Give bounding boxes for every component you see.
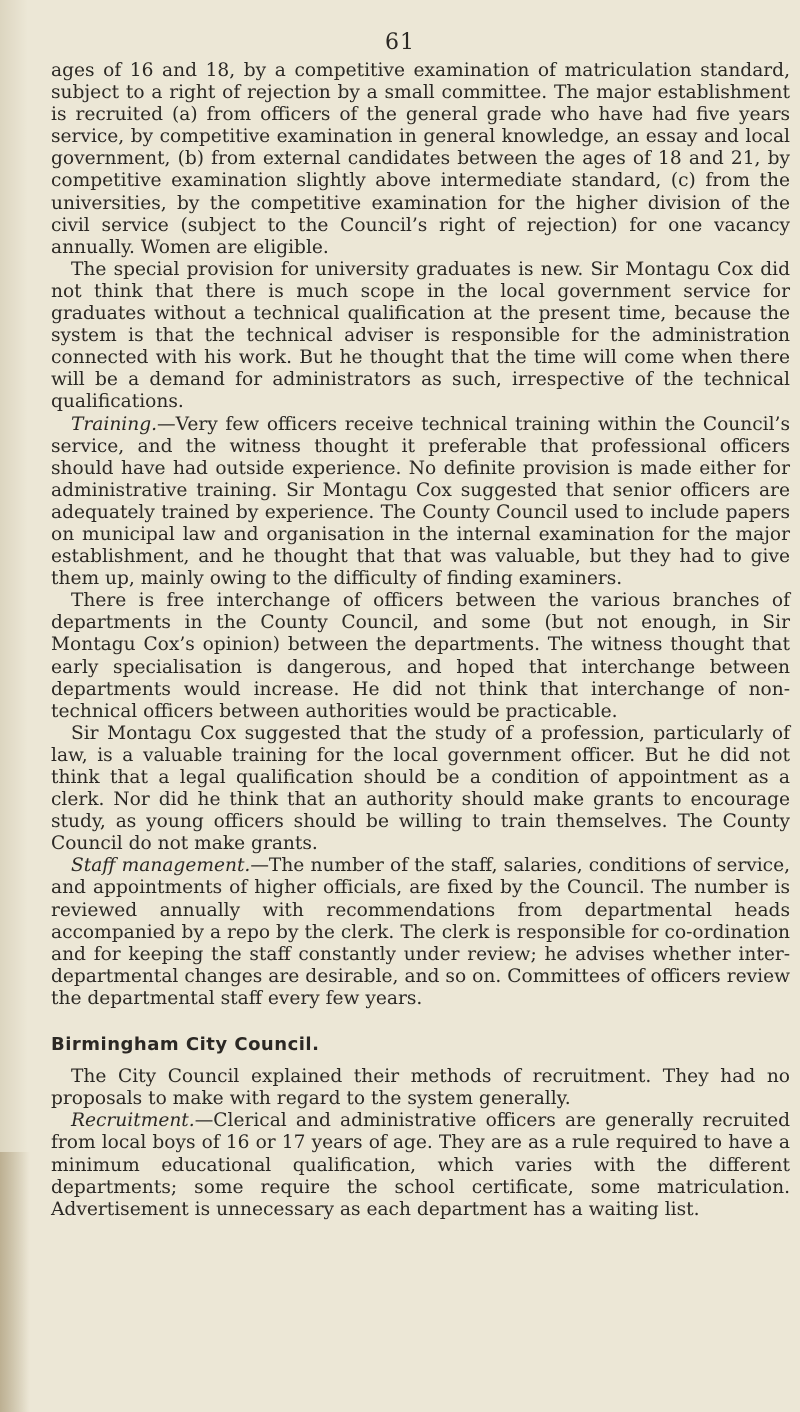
paragraph-6 xyxy=(51,855,790,1010)
paragraph-1 xyxy=(51,60,790,259)
paragraph-text: The special provision for university graduates is new. Sir Montagu Cox did not think that there is much scope in the local government service for graduates without a technical qualification at the present time, because the system is that the technical adviser is responsible for the administration connected with his work. But he thought that the time will come when there will be a demand for administrators as such, irrespective of the technical qualifications. xyxy=(51,258,790,413)
section-heading: Birmingham City Council. xyxy=(51,1034,320,1056)
run-in-heading: Training. xyxy=(71,413,158,435)
paragraph-text: The City Council explained their methods of recruitment. They had no proposals to make with regard to the system generally. xyxy=(51,1066,790,1110)
paragraph-3 xyxy=(51,414,790,591)
paragraph-text: —Very few officers receive technical training within the Council’s service, and the witness thought it preferable that professional officers should have had outside experience. No definite provision is made either for administrative training. Sir Montagu Cox suggested that senior officers are adequately trained by experience. The County Council used to include papers on municipal law and organisation in the internal examination for the major establishment, and he thought that that was valuable, but they had to give them up, mainly owing to the difficulty of finding examiners. xyxy=(51,413,790,590)
paragraph-7 xyxy=(51,1066,790,1110)
page-number: 61 xyxy=(385,30,415,55)
paragraph-text: There is free interchange of officers between the various branches of departments in the County Council, and some (but not enough, in Sir Montagu Cox’s opinion) between the departments. The witness thought that early specialisation is dangerous, and hoped that interchange between departments would increase. He did not think that interchange of non-technical officers between authorities would be practicable. xyxy=(51,590,790,722)
page-edge-shadow xyxy=(0,1152,30,1412)
paragraph-text: —The number of the staff, salaries, conditions of service, and appointments of higher officials, are fixed by the Council. The number is reviewed annually with recommendations from departmental heads accompanied by a repo by the clerk. The clerk is responsible for co-ordination and for keeping the staff constantly under review; he advises whether inter-departmental changes are desirable, and so on. Committees of officers review the departmental staff every few years. xyxy=(51,855,790,1009)
paragraph-text: Sir Montagu Cox suggested that the study of a profession, particularly of law, is a valuable training for the local government officer. But he did not think that a legal qualification should be a condition of appointment as a clerk. Nor did he think that an authority should make grants to encourage study, as young officers should be willing to train themselves. The County Council do not make grants. xyxy=(51,722,790,855)
paragraph-5 xyxy=(51,723,790,856)
paragraph-text: ages of 16 and 18, by a competitive examination of matriculation standard, subject to a right of rejection by a small committee. The major establishment is recruited (a) from officers of the general grade who have had five years service, by competitive examination in general knowledge, an essay and local government, (b) from external candidates between the ages of 18 and 21, by competitive examination slightly above intermediate standard, (c) from the universities, by the competitive examination for the higher division of the civil service (subject to the Council’s right of rejection) for one vacancy annually. Women are eligible. xyxy=(51,60,790,258)
paragraph-text: —Clerical and administrative officers are generally recruited from local boys of 16 or 17 years of age. They are as a rule required to have a minimum educational qualification, which varies with the different departments; some require the school certificate, some matriculation. Advertisement is unnecessary as each department has a waiting list. xyxy=(51,1110,790,1220)
body-text xyxy=(51,60,790,1221)
paragraph-4 xyxy=(51,590,790,723)
run-in-heading: Recruitment. xyxy=(71,1110,195,1132)
paragraph-8 xyxy=(51,1110,790,1220)
paragraph-2 xyxy=(51,259,790,414)
run-in-heading: Staff management. xyxy=(71,855,251,877)
